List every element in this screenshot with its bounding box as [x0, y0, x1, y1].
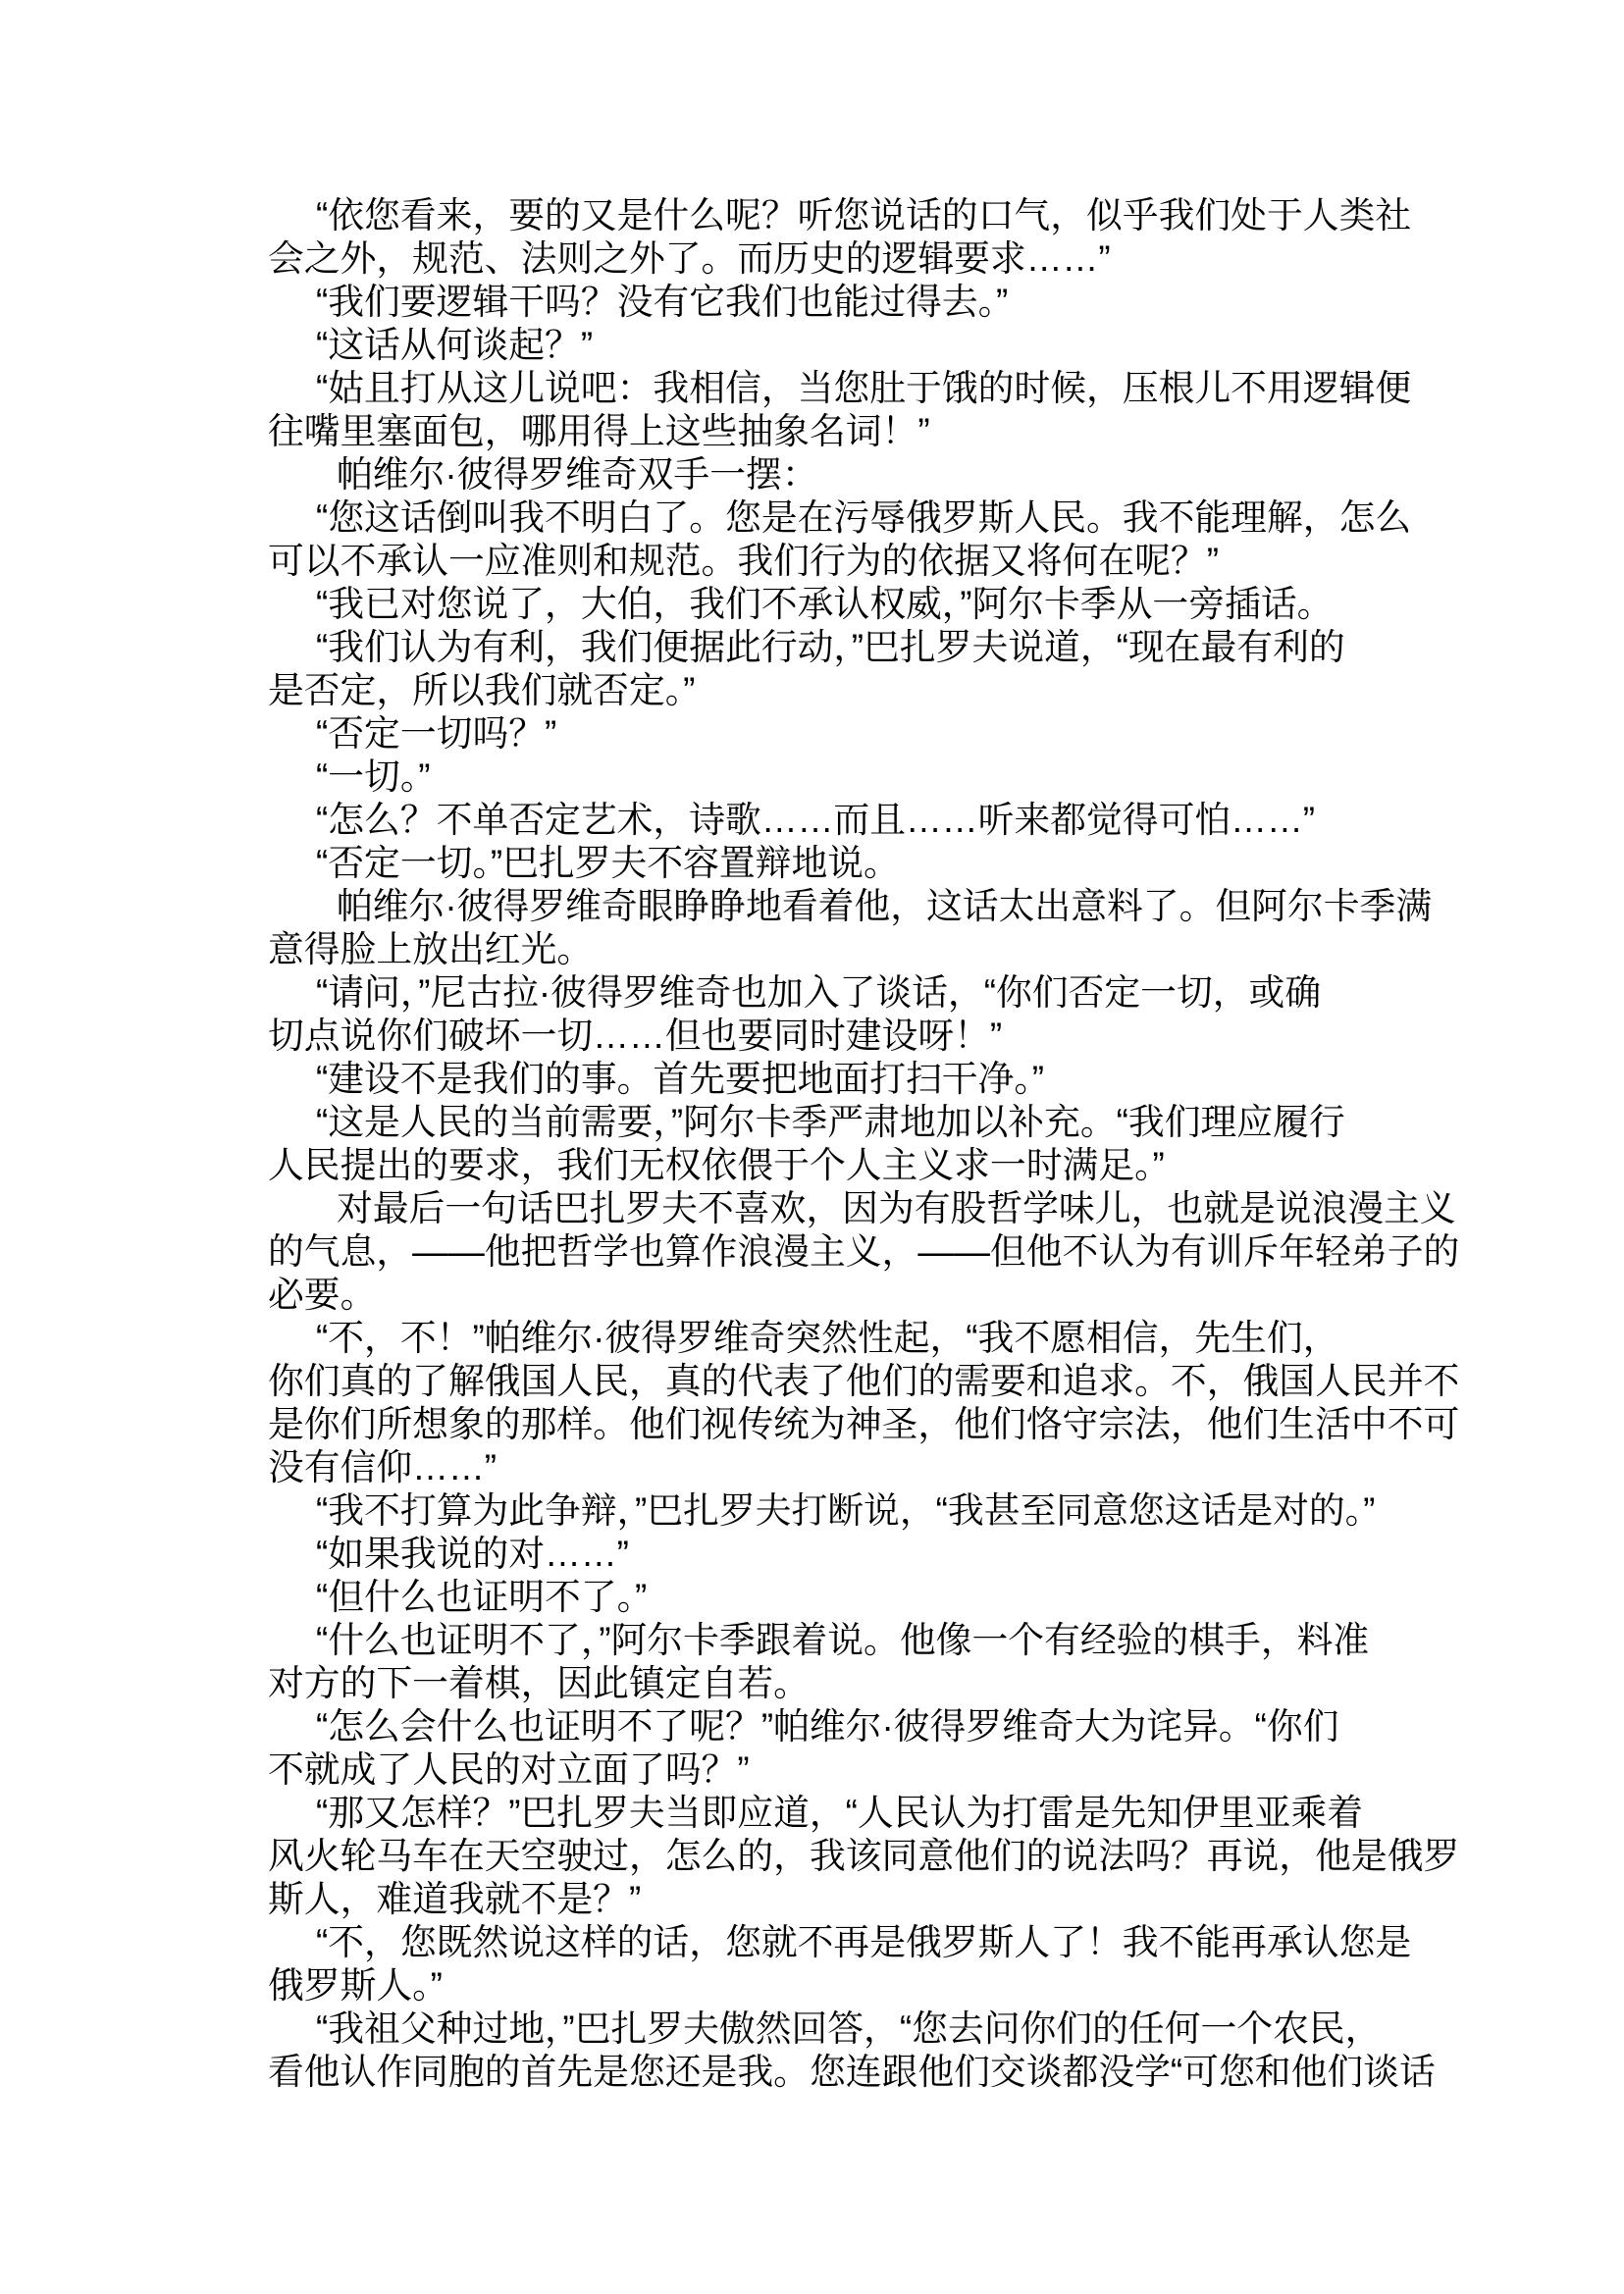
text-line: “这话从何谈起？”	[316, 325, 594, 365]
text-line: “怎么会什么也证明不了呢？”帕维尔·彼得罗维奇大为诧异。“你们	[316, 1706, 1339, 1747]
text-line: 切点说你们破坏一切……但也要同时建设呀！”	[268, 1016, 1003, 1056]
text-line: 看他认作同胞的首先是您还是我。您连跟他们交谈都没学“可您和他们谈话	[268, 2052, 1436, 2092]
text-line: “请问，”尼古拉·彼得罗维奇也加入了谈话，“你们否定一切，或确	[316, 972, 1322, 1013]
text-line: “我们认为有利，我们便据此行动，”巴扎罗夫说道，“现在最有利的	[316, 627, 1345, 667]
text-line: 会之外，规范、法则之外了。而历史的逻辑要求……”	[268, 238, 1111, 279]
text-line: “不，您既然说这样的话，您就不再是俄罗斯人了！我不能再承认您是	[316, 1922, 1412, 1962]
text-line: “怎么？不单否定艺术，诗歌……而且……听来都觉得可怕……”	[316, 800, 1316, 840]
text-line: “如果我说的对……”	[316, 1534, 629, 1574]
text-line: 对方的下一着棋，因此镇定自若。	[268, 1663, 810, 1703]
text-line: 帕维尔·彼得罗维奇双手一摆：	[337, 454, 818, 495]
text-line: “姑且打从这儿说吧：我相信，当您肚于饿的时候，压根儿不用逻辑便	[316, 368, 1412, 408]
text-line: 你们真的了解俄国人民，真的代表了他们的需要和追求。不，俄国人民并不	[268, 1361, 1460, 1401]
text-line: 是否定，所以我们就否定。”	[268, 670, 696, 710]
text-line: “依您看来，要的又是什么呢？听您说话的口气，似乎我们处于人类社	[316, 195, 1412, 235]
text-line: 帕维尔·彼得罗维奇眼睁睁地看着他，这话太出意料了。但阿尔卡季满	[337, 886, 1433, 926]
text-line: “否定一切。”巴扎罗夫不容置辩地说。	[316, 843, 900, 883]
text-line: “这是人民的当前需要，”阿尔卡季严肃地加以补充。“我们理应履行	[316, 1102, 1345, 1142]
text-line: 没有信仰……”	[268, 1447, 498, 1487]
text-line: “那又怎样？”巴扎罗夫当即应道，“人民认为打雷是先知伊里亚乘着	[316, 1793, 1364, 1833]
text-line: 是你们所想象的那样。他们视传统为神圣，他们恪守宗法，他们生活中不可	[268, 1404, 1460, 1444]
text-line: “但什么也证明不了。”	[316, 1577, 648, 1617]
text-line: 的气息，——他把哲学也算作浪漫主义，——但他不认为有训斥年轻弟子的	[268, 1231, 1460, 1272]
text-line: “不，不！”帕维尔·彼得罗维奇突然性起，“我不愿相信，先生们，	[316, 1318, 1339, 1358]
text-block	[268, 194, 1534, 2094]
text-line: “我祖父种过地，”巴扎罗夫傲然回答，“您去问你们的任何一个农民，	[316, 2008, 1382, 2049]
text-line: 对最后一句话巴扎罗夫不喜欢，因为有股哲学味儿，也就是说浪漫主义	[337, 1188, 1456, 1228]
text-line: 人民提出的要求，我们无权依偎于个人主义求一时满足。”	[268, 1145, 1165, 1185]
text-line: “我不打算为此争辩，”巴扎罗夫打断说，“我甚至同意您这话是对的。”	[316, 1490, 1376, 1531]
text-line: 不就成了人民的对立面了吗？”	[268, 1749, 750, 1790]
text-line: 意得脸上放出红光。	[268, 929, 594, 969]
text-line: 斯人，难道我就不是？”	[268, 1879, 642, 1919]
text-line: “什么也证明不了，”阿尔卡季跟着说。他像一个有经验的棋手，料准	[316, 1620, 1370, 1660]
text-line: “我已对您说了，大伯，我们不承认权威，”阿尔卡季从一旁插话。	[316, 584, 1334, 624]
text-line: 往嘴里塞面包，哪用得上这些抽象名词！”	[268, 411, 930, 451]
text-line: “我们要逻辑干吗？没有它我们也能过得去。”	[316, 282, 1009, 322]
text-line: “建设不是我们的事。首先要把地面打扫干净。”	[316, 1059, 1045, 1099]
text-line: 俄罗斯人。”	[268, 1965, 443, 2006]
text-line: 风火轮马车在天空驶过，怎么的，我该同意他们的说法吗？再说，他是俄罗	[268, 1836, 1460, 1876]
text-line: 必要。	[268, 1275, 377, 1315]
text-line: 可以不承认一应准则和规范。我们行为的依据又将何在呢？”	[268, 541, 1219, 581]
text-line: “您这话倒叫我不明白了。您是在污辱俄罗斯人民。我不能理解，怎么	[316, 497, 1412, 538]
text-line: “一切。”	[316, 756, 431, 797]
text-line: “否定一切吗？”	[316, 713, 557, 754]
